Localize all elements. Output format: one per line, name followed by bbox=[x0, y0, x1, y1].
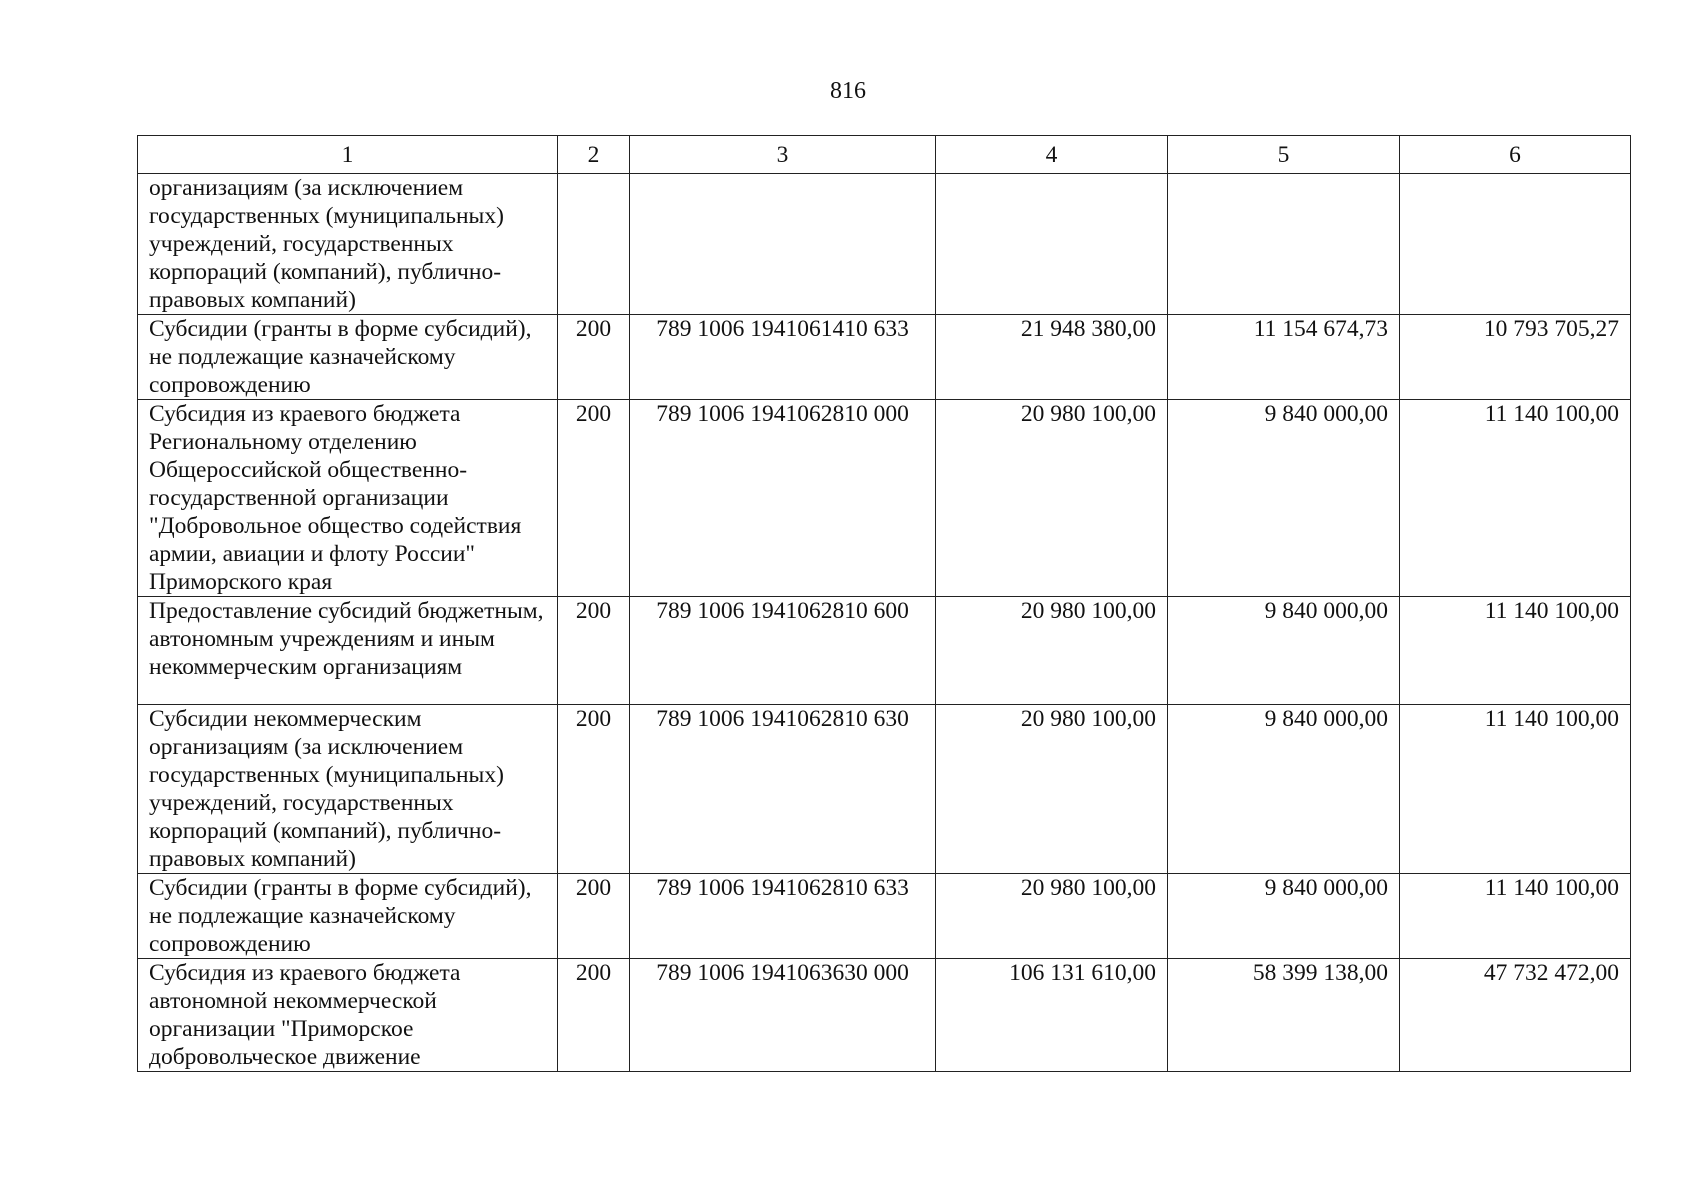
table-row bbox=[138, 705, 1631, 874]
row-value-6-cell: 11 140 100,00 bbox=[1400, 400, 1631, 597]
row-name-cell: Субсидия из краевого бюджета автономной некоммерческой организации "Приморское добровольческое движение bbox=[138, 959, 558, 1072]
row-value-4-cell: 20 980 100,00 bbox=[936, 874, 1168, 959]
row-kbk-cell: 789 1006 1941061410 633 bbox=[630, 315, 936, 400]
row-name-cell: Субсидии (гранты в форме субсидий), не подлежащие казначейскому сопровождению bbox=[138, 874, 558, 959]
row-name-cell: Субсидии (гранты в форме субсидий), не подлежащие казначейскому сопровождению bbox=[138, 315, 558, 400]
row-value-4-cell: 20 980 100,00 bbox=[936, 400, 1168, 597]
row-kbk-cell: 789 1006 1941062810 630 bbox=[630, 705, 936, 874]
row-name-cell: Субсидия из краевого бюджета Региональному отделению Общероссийской общественно-государственной организации "Добровольное общество содействия армии, авиации и флоту России" Приморского края bbox=[138, 400, 558, 597]
row-value-5-cell: 58 399 138,00 bbox=[1168, 959, 1400, 1072]
row-value-6-cell: 47 732 472,00 bbox=[1400, 959, 1631, 1072]
row-kbk-cell: 789 1006 1941062810 000 bbox=[630, 400, 936, 597]
row-value-4-cell bbox=[936, 174, 1168, 315]
row-kbk-cell bbox=[630, 174, 936, 315]
row-value-6-cell: 11 140 100,00 bbox=[1400, 874, 1631, 959]
table-row bbox=[138, 959, 1631, 1072]
table-row bbox=[138, 874, 1631, 959]
row-value-5-cell: 9 840 000,00 bbox=[1168, 400, 1400, 597]
column-header-2: 2 bbox=[558, 136, 630, 174]
row-code-cell: 200 bbox=[558, 400, 630, 597]
table-row bbox=[138, 174, 1631, 315]
row-value-6-cell: 10 793 705,27 bbox=[1400, 315, 1631, 400]
table-row bbox=[138, 400, 1631, 597]
row-value-5-cell bbox=[1168, 174, 1400, 315]
row-value-5-cell: 9 840 000,00 bbox=[1168, 597, 1400, 705]
row-name-cell: Субсидии некоммерческим организациям (за исключением государственных (муниципальных) учреждений, государственных корпораций (компаний), публично-правовых компаний) bbox=[138, 705, 558, 874]
row-code-cell bbox=[558, 174, 630, 315]
table-row bbox=[138, 597, 1631, 705]
column-header-1: 1 bbox=[138, 136, 558, 174]
row-code-cell: 200 bbox=[558, 597, 630, 705]
row-code-cell: 200 bbox=[558, 705, 630, 874]
budget-table bbox=[137, 135, 1631, 1072]
column-header-4: 4 bbox=[936, 136, 1168, 174]
row-value-5-cell: 9 840 000,00 bbox=[1168, 874, 1400, 959]
row-value-4-cell: 106 131 610,00 bbox=[936, 959, 1168, 1072]
row-value-4-cell: 20 980 100,00 bbox=[936, 597, 1168, 705]
table-header-row bbox=[138, 136, 1631, 174]
row-kbk-cell: 789 1006 1941062810 600 bbox=[630, 597, 936, 705]
row-value-5-cell: 11 154 674,73 bbox=[1168, 315, 1400, 400]
row-name-cell: Предоставление субсидий бюджетным, автономным учреждениям и иным некоммерческим организациям bbox=[138, 597, 558, 705]
row-code-cell: 200 bbox=[558, 874, 630, 959]
page-number: 816 bbox=[830, 78, 866, 104]
row-value-6-cell: 11 140 100,00 bbox=[1400, 705, 1631, 874]
row-value-4-cell: 20 980 100,00 bbox=[936, 705, 1168, 874]
row-value-6-cell: 11 140 100,00 bbox=[1400, 597, 1631, 705]
row-kbk-cell: 789 1006 1941062810 633 bbox=[630, 874, 936, 959]
column-header-3: 3 bbox=[630, 136, 936, 174]
row-value-5-cell: 9 840 000,00 bbox=[1168, 705, 1400, 874]
row-value-6-cell bbox=[1400, 174, 1631, 315]
column-header-6: 6 bbox=[1400, 136, 1631, 174]
row-value-4-cell: 21 948 380,00 bbox=[936, 315, 1168, 400]
row-code-cell: 200 bbox=[558, 959, 630, 1072]
row-kbk-cell: 789 1006 1941063630 000 bbox=[630, 959, 936, 1072]
table-row bbox=[138, 315, 1631, 400]
row-code-cell: 200 bbox=[558, 315, 630, 400]
row-name-cell: организациям (за исключением государственных (муниципальных) учреждений, государственных корпораций (компаний), публично-правовых компаний) bbox=[138, 174, 558, 315]
column-header-5: 5 bbox=[1168, 136, 1400, 174]
